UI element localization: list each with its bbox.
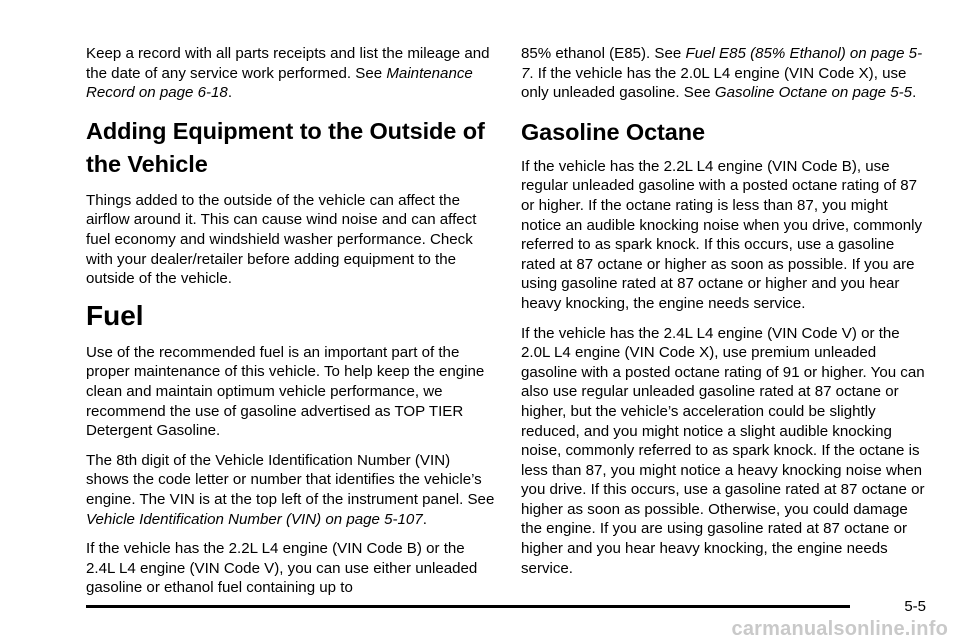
vin-text: The 8th digit of the Vehicle Identification Number (VIN) shows the code letter or number that identifies the vehicle’s engine. The VIN is at the top left of the instrument panel. See: [86, 451, 495, 508]
page-number: 5-5: [904, 598, 926, 615]
maintenance-record-paragraph: [86, 44, 496, 103]
fuel-heading: Fuel: [86, 299, 144, 331]
vin-reference: Vehicle Identification Number (VIN) on page 5-107: [86, 510, 423, 528]
maintenance-record-text: Keep a record with all parts receipts and list the mileage and the date of any service work performed. See: [86, 45, 490, 82]
octane-paragraph-1: If the vehicle has the 2.2L L4 engine (VIN Code B), use regular unleaded gasoline with a posted octane rating of 87 or higher. If the octane rating is less than 87, you might notice an audible knocking noise when you drive, commonly referred to as spark knock. If this occurs, use a gasoline rated at 87 octane or higher as soon as possible. If you are using gasoline rated at 87 octane or higher and you hear heavy knocking, the engine needs service.: [521, 157, 923, 312]
left-column: [86, 44, 496, 608]
adding-equipment-heading: Adding Equipment to the Outside of the Vehicle: [86, 117, 485, 177]
gasoline-octane-heading: Gasoline Octane: [521, 118, 705, 145]
fuel-e85-reference: Fuel E85 (85% Ethanol) on page 5-7: [521, 45, 923, 82]
engine-fuel-paragraph: If the vehicle has the 2.2L L4 engine (VIN Code B) or the 2.4L L4 engine (VIN Code V), you can use either unleaded gasoline or ethanol fuel containing up to: [86, 540, 478, 597]
ethanol-text: 85% ethanol (E85). See: [521, 45, 686, 62]
gasoline-octane-reference: Gasoline Octane on page 5-5: [714, 84, 913, 102]
ethanol-continuation-paragraph: [521, 44, 931, 103]
vin-end: .: [422, 510, 427, 528]
octane-paragraph-2: If the vehicle has the 2.4L L4 engine (VIN Code V) or the 2.0L L4 engine (VIN Code X), use premium unleaded gasoline with a posted octane rating of 91 or higher. You can also use regular unleaded gasoline rated at 87 octane or higher, but the vehicle’s acceleration could be slightly reduced, and you might notice a slight audible knocking noise, commonly referred to as spark knock. If the octane is less than 87, you might notice a heavy knocking noise when you drive. If this occurs, use a gasoline rated at 87 octane or higher as soon as possible. Otherwise, you could damage the engine. If you are using gasoline rated at 87 octane or higher and you hear heavy knocking, the engine needs service.: [521, 324, 925, 577]
fuel-paragraph: Use of the recommended fuel is an important part of the proper maintenance of this vehicle. To help keep the engine clean and maintain optimum vehicle performance, we recommend the use of gasoline advertised as TOP TIER Detergent Gasoline.: [86, 343, 485, 440]
footer-rule: [86, 605, 850, 608]
vin-paragraph: [86, 451, 496, 529]
adding-equipment-paragraph: Things added to the outside of the vehicle can affect the airflow around it. This can cause wind noise and can affect fuel economy and windshield washer performance. Check with your dealer/retailer before adding equipment to the outside of the vehicle.: [86, 191, 477, 288]
continuation-end: .: [912, 84, 917, 102]
watermark: carmanualsonline.info: [731, 618, 948, 640]
maintenance-record-reference: Maintenance Record on page 6-18: [86, 64, 473, 102]
maintenance-record-end: .: [227, 84, 233, 102]
right-column: [521, 44, 931, 588]
engine-2l-text: . If the vehicle has the 2.0L L4 engine (VIN Code X), use only unleaded gasoline. See: [521, 64, 907, 102]
